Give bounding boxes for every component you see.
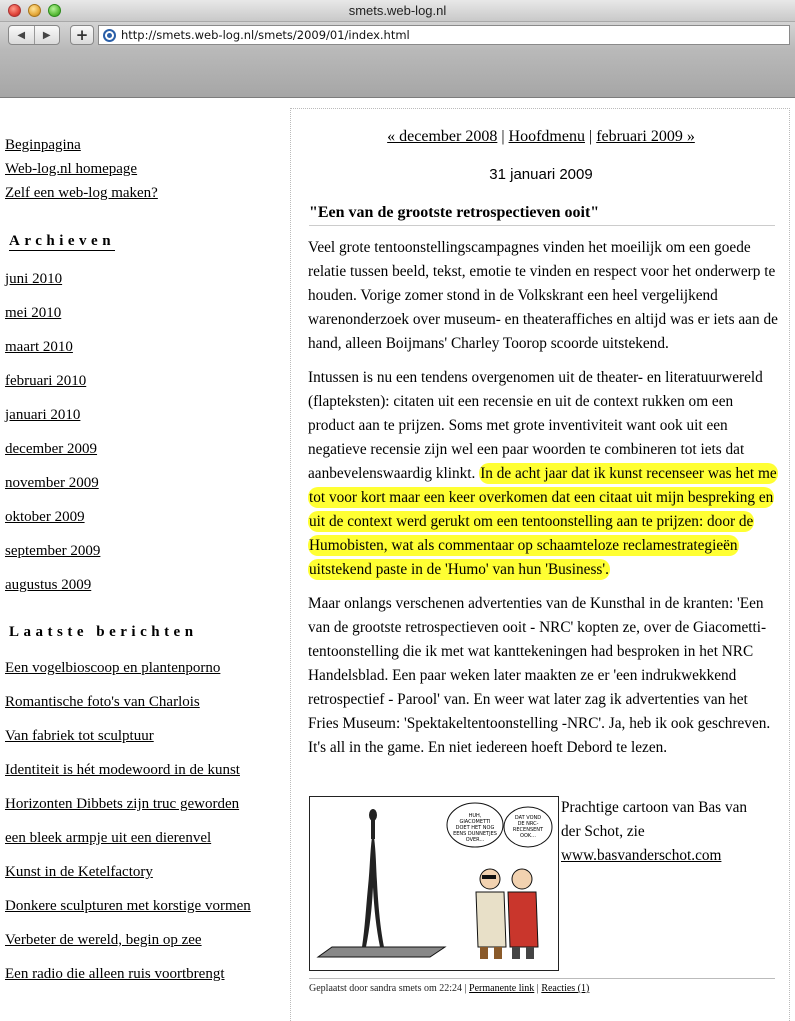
add-bookmark-button[interactable]: + [70, 25, 94, 45]
address-bar[interactable] [98, 25, 790, 45]
back-arrow-icon[interactable]: ◀ [9, 26, 35, 44]
link-create-weblog[interactable]: Zelf een web-log maken? [5, 185, 158, 201]
window-title: smets.web-log.nl [348, 3, 447, 18]
recent-posts-list [5, 651, 285, 991]
archive-list [5, 262, 285, 602]
sidebar-top-links [5, 133, 285, 205]
archive-link[interactable]: maart 2010 [5, 339, 73, 355]
reactions-link[interactable]: Reacties (1) [541, 983, 590, 994]
post-date: 31 januari 2009 [489, 166, 593, 183]
post-footer [309, 978, 775, 994]
recent-post-link[interactable]: Identiteit is hét modewoord in de kunst [5, 762, 240, 778]
cartoon-bubble-text: HUH, GIACOMETTI DOET HET NOG EENS DUNNETJES OVER... [453, 813, 497, 843]
sidebar [5, 133, 285, 991]
archive-link[interactable]: december 2009 [5, 441, 98, 457]
link-beginpagina[interactable]: Beginpagina [5, 137, 81, 153]
link-weblog-homepage[interactable]: Web-log.nl homepage [5, 161, 138, 177]
post-body [308, 236, 778, 770]
forward-arrow-icon[interactable]: ▶ [42, 29, 51, 41]
url-text[interactable]: http://smets.web-log.nl/smets/2009/01/index.html [121, 28, 410, 42]
back-forward-control [8, 25, 60, 45]
archive-link[interactable]: juni 2010 [5, 271, 63, 287]
recent-post-link[interactable]: Horizonten Dibbets zijn truc geworden [5, 796, 240, 812]
archive-link[interactable]: januari 2010 [5, 407, 81, 423]
recent-post-link[interactable]: Verbeter de wereld, begin op zee [5, 932, 202, 948]
post-paragraph [308, 366, 778, 582]
archive-link[interactable]: mei 2010 [5, 305, 62, 321]
cartoon-bubble-text: DAT VOND DE NRC-RECENSENT OOK... [512, 815, 544, 839]
archive-link[interactable]: november 2009 [5, 475, 99, 491]
recent-heading: Laatste berichten [9, 624, 198, 640]
archive-link[interactable]: februari 2010 [5, 373, 87, 389]
cartoon-image [309, 796, 559, 971]
archive-link[interactable]: september 2009 [5, 543, 101, 559]
month-navigation [291, 128, 791, 146]
recent-post-link[interactable]: Een radio die alleen ruis voortbrengt [5, 966, 225, 982]
recent-post-link[interactable]: Van fabriek tot sculptuur [5, 728, 154, 744]
permalink-link[interactable]: Permanente link [469, 983, 535, 994]
paragraph-text: Intussen is nu een tendens overgenomen uit de theater- en literatuurwereld (flapteksten): citaten uit een recensie en uit de context rukken om een product aan te prijzen. Soms met grote inventiviteit want ook uit een negatieve recensie zijn wel een paar woorden te combineren tot iets dat aanbevelenswaardig klinkt. [308, 369, 763, 482]
window-titlebar [0, 0, 795, 22]
cartoon-caption [561, 796, 766, 868]
content-column [290, 108, 790, 1021]
cartoon-drawing [310, 797, 558, 970]
next-month-link[interactable]: februari 2009 » [596, 128, 695, 145]
bookmarks-bar [0, 50, 795, 98]
recent-post-link[interactable]: Een vogelbioscoop en plantenporno [5, 660, 221, 676]
archive-link[interactable]: oktober 2009 [5, 509, 85, 525]
archive-link[interactable]: augustus 2009 [5, 577, 92, 593]
main-menu-link[interactable]: Hoofdmenu [508, 128, 585, 145]
post-paragraph: Veel grote tentoonstellingscampagnes vinden het moeilijk om een goede relatie tussen beeld, tekst, emotie te vinden en respect voor het onderwerp te houden. Vorige zomer stond in de Volkskrant een heel vergelijkend warenonderzoek over museum- en theateraffiches en altijd was er iets aan de hand, alleen Boijmans' Charley Toorop scoorde uitstekend. [308, 239, 778, 352]
recent-post-link[interactable]: Romantische foto's van Charlois [5, 694, 200, 710]
caption-text: Prachtige cartoon van Bas van der Schot, zie [561, 799, 748, 840]
archive-heading: Archieven [9, 233, 116, 249]
footer-separator: | [536, 983, 539, 994]
prev-month-link[interactable]: « december 2008 [387, 128, 498, 145]
highlighted-text: In de acht jaar dat ik kunst recenseer was het me tot voor kort maar een keer overkomen dat een citaat uit mijn bespreking en uit de context werd gerukt om een tentoonstelling aan te prijzen: door de Humobisten, wat als commentaar op schaamteloze reclamestrategieën uitstekend paste in de 'Humo' van hun 'Business'. [309, 465, 777, 578]
nav-separator: | [588, 128, 593, 145]
recent-post-link[interactable]: een bleek armpje uit een dierenvel [5, 830, 212, 846]
post-paragraph: Maar onlangs verschenen advertenties van de Kunsthal in de kranten: 'Een van de grootste retrospectieven ooit - NRC' kopten ze, over de Giacometti-tentoonstelling die ik met wat kanttekeningen had besproken in het NRC Handelsblad. Een paar weken later maakten ze er 'een indrukwekkend retrospectief - Parool' van. En weer wat later zag ik advertenties van het Fries Museum: 'Spektakeltentoonstelling -NRC'. Ja, heb ik ook geschreven. It's all in the game. En niet iedereen hoeft Debord te lezen. [308, 595, 771, 756]
site-globe-icon [103, 29, 116, 42]
posted-by-text: Geplaatst door sandra smets om 22:24 | [309, 983, 467, 994]
nav-separator: | [501, 128, 505, 145]
post-title: "Een van de grootste retrospectieven ooit" [309, 204, 775, 226]
recent-post-link[interactable]: Kunst in de Ketelfactory [5, 864, 153, 880]
cartoonist-link[interactable]: www.basvanderschot.com [561, 847, 722, 864]
recent-post-link[interactable]: Donkere sculpturen met korstige vormen [5, 898, 251, 914]
